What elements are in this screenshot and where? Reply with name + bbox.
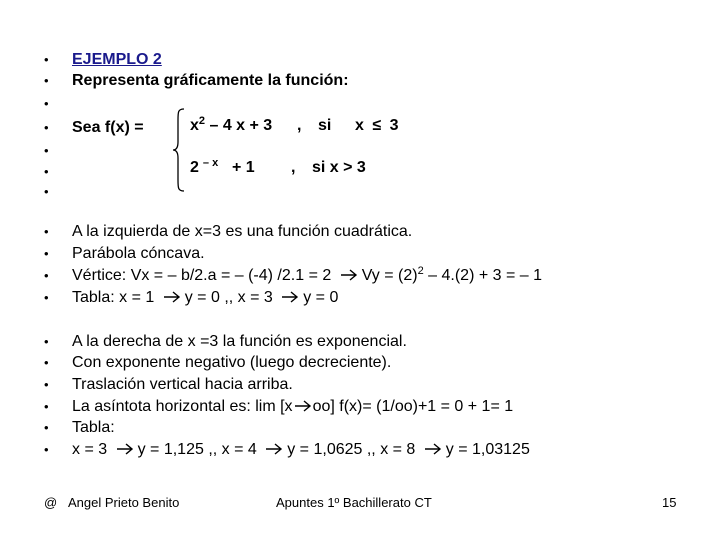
- piece1-separator: ,: [297, 117, 302, 134]
- vertex-y-rest: – 4.(2) + 3 = – 1: [423, 267, 542, 284]
- piece2-condition: si x > 3: [312, 159, 366, 176]
- bullet: •: [44, 52, 49, 67]
- bullet: •: [44, 246, 49, 261]
- table2-part-b: y = 1,125 ,, x = 4: [137, 441, 257, 458]
- bullet: •: [44, 334, 49, 349]
- bullet: •: [44, 355, 49, 370]
- asymptote-part-a: La asíntota horizontal es: lim [x: [72, 398, 293, 415]
- arrow-right-icon: [281, 291, 299, 303]
- bullet: •: [44, 96, 49, 111]
- bullet: •: [44, 290, 49, 305]
- example-title: EJEMPLO 2: [72, 51, 162, 68]
- bullet: •: [44, 377, 49, 392]
- bullet: •: [44, 143, 49, 158]
- table1-part-a: Tabla: x = 1: [72, 289, 155, 306]
- arrow-right-icon: [116, 443, 134, 455]
- piece1-expression: [190, 116, 272, 136]
- bullet: •: [44, 73, 49, 88]
- piece2-separator: ,: [291, 159, 296, 176]
- section2-line1: A la derecha de x =3 la función es exponencial.: [72, 333, 407, 350]
- arrow-right-icon: [265, 443, 283, 455]
- asymptote-part-b: oo] f(x)= (1/oo)+1 = 0 + 1= 1: [312, 398, 514, 415]
- piece2-base: 2: [190, 159, 199, 176]
- section2-line3: Traslación vertical hacia arriba.: [72, 376, 293, 393]
- piece1-condition: x ≤ 3: [355, 117, 399, 134]
- arrow-right-icon: [424, 443, 442, 455]
- vertex-y-exponent: 2: [417, 265, 424, 277]
- table2-part-c: y = 1,0625 ,, x = 8: [287, 441, 416, 458]
- arrow-right-icon: [340, 269, 358, 281]
- bullet: •: [44, 224, 49, 239]
- piecewise-brace-icon: [172, 108, 186, 192]
- arrow-right-icon: [294, 400, 312, 412]
- bullet: •: [44, 120, 49, 135]
- footer-author: Angel Prieto Benito: [68, 495, 180, 510]
- bullet: •: [44, 184, 49, 199]
- sea-label: Sea f(x) =: [72, 119, 144, 136]
- section1-line3: [72, 266, 542, 286]
- bullet: •: [44, 164, 49, 179]
- vertex-x: Vértice: Vx = – b/2.a = – (-4) /2.1 = 2: [72, 267, 332, 284]
- piece2-exponent: – x: [202, 157, 219, 169]
- bullet: •: [44, 420, 49, 435]
- page-number: 15: [662, 495, 677, 510]
- table1-part-c: y = 0: [303, 289, 339, 306]
- piece2-expression: [190, 158, 218, 178]
- piece1-rest: – 4 x + 3: [205, 117, 273, 134]
- table2-part-d: y = 1,03125: [445, 441, 530, 458]
- footer-symbol: @: [44, 495, 58, 510]
- bullet: •: [44, 399, 49, 414]
- table2-part-a: x = 3: [72, 441, 108, 458]
- piece2-rest: + 1: [232, 159, 255, 176]
- table1-part-b: y = 0 ,, x = 3: [184, 289, 273, 306]
- piece1-exponent: 2: [198, 115, 206, 127]
- section2-line6: [72, 440, 530, 460]
- footer-course: Apuntes 1º Bachillerato CT: [276, 495, 432, 510]
- bullet: •: [44, 268, 49, 283]
- section2-line5: Tabla:: [72, 419, 115, 436]
- bullet: •: [44, 442, 49, 457]
- example-subtitle: Representa gráficamente la función:: [72, 72, 349, 89]
- section1-line4: [72, 288, 338, 308]
- section2-line4: [72, 397, 513, 417]
- section1-line1: A la izquierda de x=3 es una función cuadrática.: [72, 223, 413, 240]
- piece1-base: x: [190, 117, 199, 134]
- section1-line2: Parábola cóncava.: [72, 245, 205, 262]
- section2-line2: Con exponente negativo (luego decreciente).: [72, 354, 392, 371]
- piece1-si: si: [318, 117, 332, 134]
- arrow-right-icon: [163, 291, 181, 303]
- vertex-y: Vy = (2): [361, 267, 418, 284]
